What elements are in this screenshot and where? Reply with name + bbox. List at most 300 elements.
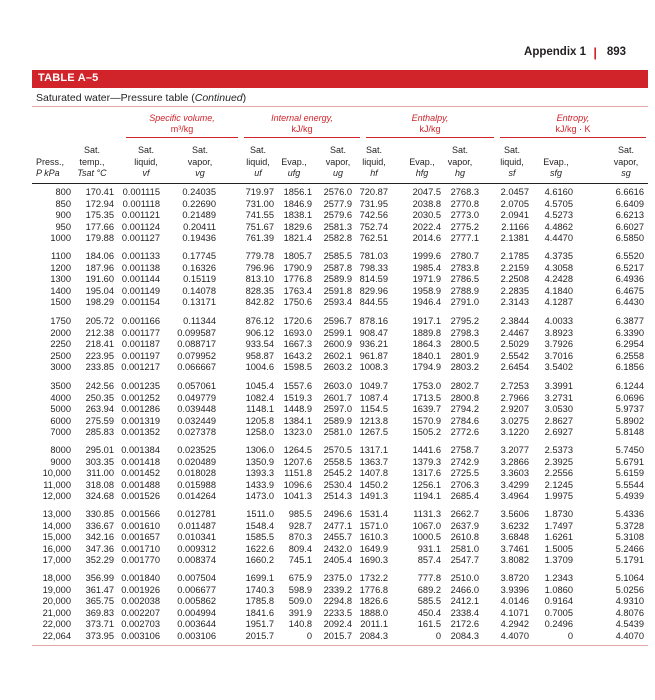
table-cell: 6000: [50, 415, 71, 426]
table-cell: 161.5: [417, 619, 441, 629]
table-cell: 1151.8: [284, 468, 312, 478]
table-cell: 2.2159: [500, 262, 529, 273]
table-cell: 2496.6: [323, 509, 352, 519]
table-cell: 1639.7: [412, 404, 441, 414]
table-cell: 1.2343: [544, 573, 573, 583]
table-cell: 0.032449: [177, 415, 216, 426]
table-cell: 0.009312: [177, 543, 216, 554]
table-cell: 2599.1: [323, 327, 352, 338]
table-cell: 1491.3: [359, 491, 388, 501]
table-cell: 1258.0: [245, 427, 274, 437]
table-cell: 0.004994: [177, 607, 216, 618]
table-cell: 900: [55, 210, 71, 220]
table-cell: 0.008374: [177, 555, 216, 565]
table-cell: 233.85: [85, 362, 114, 372]
table-cell: 1041.3: [283, 491, 312, 501]
table-cell: 781.03: [359, 251, 388, 261]
table-cell: 1317.6: [412, 468, 441, 478]
table-cell: 1194.1: [413, 491, 441, 501]
table-cell: 2773.0: [450, 210, 479, 220]
table-cell: 6.0696: [615, 392, 644, 403]
table-cell: 2685.4: [450, 491, 479, 501]
table-cell: 2.4467: [500, 327, 529, 338]
table-cell: 2795.2: [450, 316, 479, 326]
row-group: [36, 187, 646, 245]
table-cell: 1008.3: [359, 362, 388, 372]
table-cell: 1999.6: [412, 251, 441, 261]
table-cell: 2.7253: [500, 381, 529, 391]
table-cell: 170.41: [85, 187, 114, 197]
row-group: [36, 509, 646, 567]
table-cell: 2603.2: [323, 362, 352, 372]
table-cell: 0.001840: [121, 573, 160, 583]
table-cell: 184.06: [85, 251, 114, 261]
table-cell: 0.11344: [183, 316, 216, 326]
table-cell: 0.21489: [182, 210, 216, 220]
table-cell: 1200: [50, 262, 71, 273]
table-cell: 3.2866: [500, 456, 529, 467]
table-cell: 2.1245: [544, 479, 573, 490]
table-cell: 2788.9: [450, 285, 479, 296]
table-cell: 2.6454: [500, 362, 529, 372]
table-cell: 2.0705: [500, 198, 529, 209]
table-row: [36, 608, 646, 620]
table-cell: 6.6409: [615, 198, 644, 209]
table-cell: 0.001566: [121, 509, 160, 519]
table-cell: 4.4862: [544, 221, 573, 232]
table-cell: 2405.4: [323, 555, 352, 565]
table-subtitle: [36, 92, 246, 104]
table-cell: 731.95: [359, 198, 388, 209]
table-cell: 0.001177: [121, 327, 160, 338]
table-cell: 0: [435, 630, 441, 641]
group-enthalpy-unit: kJ/kg: [419, 124, 441, 134]
table-cell: 1.9975: [544, 491, 573, 501]
table-row: [36, 521, 646, 533]
table-cell: 5.8902: [615, 415, 644, 426]
table-row: [36, 297, 646, 309]
table-cell: 8000: [50, 445, 71, 455]
col-hf-head: Sat. liquid, hf: [362, 145, 386, 178]
table-cell: 2.5373: [544, 445, 573, 455]
table-cell: 1699.1: [245, 573, 274, 583]
table-cell: 1384.1: [283, 415, 312, 426]
group-enthalpy-label: Enthalpy,: [411, 113, 449, 123]
table-cell: 0.015988: [177, 479, 216, 490]
table-cell: 1100: [51, 251, 71, 261]
table-cell: 0.19436: [182, 233, 216, 243]
table-cell: 4.3735: [544, 251, 573, 261]
table-cell: 0.023525: [177, 445, 216, 455]
table-cell: 814.59: [359, 274, 388, 284]
table-cell: 0.010341: [177, 532, 216, 542]
table-cell: 1958.9: [412, 285, 441, 296]
table-cell: 5.3108: [615, 532, 644, 542]
table-cell: 2798.3: [450, 327, 479, 338]
table-cell: 0.099587: [177, 327, 216, 338]
table-cell: 2589.9: [323, 274, 352, 284]
table-cell: 0.13171: [182, 297, 216, 307]
table-cell: 0.14078: [182, 285, 216, 296]
table-cell: 870.3: [288, 532, 312, 542]
table-cell: 311.00: [86, 468, 114, 478]
table-cell: 2.6927: [544, 427, 573, 437]
table-cell: 0.049779: [177, 392, 216, 403]
table-cell: 2022.4: [412, 221, 441, 232]
table-cell: 6.1856: [615, 362, 644, 372]
table-cell: 1317.1: [359, 445, 388, 455]
table-cell: 187.96: [85, 262, 114, 273]
table-cell: 2.9207: [500, 404, 529, 414]
table-cell: 2602.1: [323, 350, 352, 361]
table-cell: 2772.6: [450, 427, 479, 437]
table-row: [36, 631, 646, 643]
table-cell: 5000: [50, 404, 71, 414]
group-internal-energy-unit: kJ/kg: [291, 124, 313, 134]
table-cell: 3.5402: [544, 362, 573, 372]
group-specific-volume-label: Specific volume,: [149, 113, 215, 123]
table-cell: 745.1: [288, 555, 312, 565]
table-cell: 0.001197: [121, 350, 160, 361]
table-cell: 0.001526: [121, 491, 160, 501]
table-row: [36, 509, 646, 521]
table-row: [36, 404, 646, 416]
table-cell: 813.10: [245, 274, 274, 284]
table-cell: 1585.5: [245, 532, 274, 542]
table-row: [36, 619, 646, 631]
table-cell: 336.67: [85, 520, 114, 531]
table-cell: 5.9737: [615, 404, 644, 414]
table-cell: 5.5544: [615, 479, 644, 490]
table-cell: 0.003106: [177, 630, 216, 641]
table-cell: 1045.4: [245, 381, 274, 391]
table-cell: 2455.7: [323, 532, 352, 542]
col-vf-head: Sat. liquid, vf: [134, 145, 158, 178]
table-cell: 3.6232: [500, 520, 529, 531]
table-cell: 751.67: [245, 221, 274, 232]
table-cell: 5.8148: [615, 427, 644, 437]
table-cell: 2582.8: [323, 233, 352, 243]
table-cell: 1753.0: [412, 381, 441, 391]
table-cell: 324.68: [85, 491, 114, 501]
table-cell: 6.5217: [615, 262, 644, 273]
table-row: [36, 199, 646, 211]
table-cell: 0.001770: [121, 555, 160, 565]
table-cell: 6.5850: [615, 233, 644, 243]
table-cell: 0.088717: [177, 339, 216, 349]
table-cell: 1473.0: [245, 491, 274, 501]
table-cell: 2432.0: [323, 543, 352, 554]
group-line-internal-energy: [244, 137, 360, 138]
table-cell: 1.6261: [544, 532, 573, 542]
table-cell: 2545.2: [323, 468, 352, 478]
table-cell: 4.1071: [500, 607, 529, 618]
table-cell: 2.7966: [500, 392, 529, 403]
table-cell: 2172.6: [450, 619, 479, 629]
table-cell: 1732.2: [359, 573, 388, 583]
table-cell: 2637.9: [450, 520, 479, 531]
page-number: 893: [606, 46, 626, 58]
table-cell: 1519.3: [283, 392, 312, 403]
table-cell: 2.3925: [544, 456, 573, 467]
table-cell: 1256.1: [412, 479, 441, 490]
table-cell: 318.08: [85, 479, 114, 490]
table-cell: 18,000: [42, 573, 71, 583]
table-cell: 0.020489: [177, 456, 216, 467]
table-cell: 4.9310: [615, 596, 644, 606]
table-cell: 4.2942: [500, 619, 529, 629]
col-uf-head: Sat. liquid, uf: [246, 145, 270, 178]
table-cell: 177.66: [85, 221, 114, 232]
table-cell: 250.35: [85, 392, 114, 403]
table-row: [36, 381, 646, 393]
table-cell: 1393.3: [245, 468, 274, 478]
table-cell: 4.1287: [544, 297, 573, 307]
table-cell: 950: [55, 221, 71, 232]
table-cell: 2581.0: [450, 543, 479, 554]
table-cell: 22,000: [42, 619, 71, 629]
table-cell: 1570.9: [412, 415, 441, 426]
table-cell: 342.16: [85, 532, 114, 542]
table-row: [36, 573, 646, 585]
table-cell: 1213.8: [359, 415, 388, 426]
table-cell: 4.5439: [615, 619, 644, 629]
table-cell: 12,000: [42, 491, 71, 501]
table-cell: 908.47: [359, 327, 388, 338]
table-cell: 2038.8: [412, 198, 441, 209]
table-row: [36, 468, 646, 480]
table-cell: 2803.2: [450, 362, 479, 372]
table-cell: 4.0033: [544, 316, 573, 326]
group-specific-volume: [126, 113, 238, 135]
table-cell: 585.5: [417, 596, 441, 606]
table-cell: 6.4675: [615, 285, 644, 296]
table-cell: 1511.0: [246, 509, 274, 519]
table-cell: 0.001144: [121, 274, 160, 284]
table-row: [36, 457, 646, 469]
table-cell: 1720.6: [283, 316, 312, 326]
col-vg-head: Sat. vapor, vg: [187, 145, 213, 178]
table-cell: 761.39: [245, 233, 274, 243]
table-cell: 356.99: [85, 573, 114, 583]
subtitle-continued: Continued: [194, 92, 243, 104]
table-cell: 2530.4: [323, 479, 352, 490]
bottom-rule: [32, 645, 648, 646]
group-internal-energy: [244, 113, 360, 135]
table-cell: 4.0146: [500, 596, 529, 606]
table-cell: 0.001610: [121, 520, 160, 531]
table-cell: 1690.3: [359, 555, 388, 565]
table-cell: 212.38: [85, 327, 114, 338]
table-cell: 1350.9: [245, 456, 274, 467]
table-cell: 1205.8: [245, 415, 274, 426]
table-cell: 0.005862: [177, 596, 216, 606]
table-cell: 2585.5: [323, 251, 352, 261]
table-cell: 2558.5: [323, 456, 352, 467]
row-group: [36, 573, 646, 642]
table-cell: 1829.6: [283, 221, 312, 232]
table-cell: 720.87: [359, 187, 388, 197]
table-cell: 373.95: [85, 630, 114, 641]
table-cell: 1713.5: [412, 392, 441, 403]
table-cell: 2.1166: [501, 221, 529, 232]
table-cell: 2030.5: [412, 210, 441, 220]
table-cell: 2800.8: [450, 392, 479, 403]
table-row: [36, 427, 646, 439]
table-cell: 295.01: [85, 445, 114, 455]
table-cell: 0.001488: [121, 479, 160, 490]
table-cell: 2786.5: [450, 274, 479, 284]
table-row: [36, 480, 646, 492]
table-cell: 1571.0: [359, 520, 388, 531]
table-cell: 0.007504: [177, 573, 216, 583]
table-cell: 798.33: [359, 262, 388, 273]
table-row: [36, 445, 646, 457]
table-cell: 1500: [50, 297, 71, 307]
table-cell: 2758.7: [450, 445, 479, 455]
table-cell: 1888.0: [359, 607, 388, 618]
table-cell: 2601.7: [323, 392, 352, 403]
table-cell: 0.001926: [121, 584, 160, 595]
table-cell: 2084.3: [359, 630, 388, 641]
table-cell: 2.3143: [500, 297, 529, 307]
table-cell: 1856.1: [283, 187, 312, 197]
table-cell: 179.88: [85, 233, 114, 243]
table-cell: 2662.7: [450, 509, 479, 519]
running-header: [0, 46, 628, 64]
subtitle-divider: [32, 106, 648, 107]
table-cell: 5.6159: [615, 468, 644, 478]
table-cell: 369.83: [85, 607, 114, 618]
group-enthalpy: [366, 113, 494, 135]
table-cell: 1300: [50, 274, 71, 284]
table-cell: 17,000: [42, 555, 71, 565]
table-cell: 1750.6: [283, 297, 312, 307]
table-cell: 1.8730: [544, 509, 573, 519]
table-cell: 2784.6: [450, 415, 479, 426]
table-cell: 0.003644: [177, 619, 216, 629]
table-cell: 16,000: [42, 543, 71, 554]
table-cell: 5.4939: [615, 491, 644, 501]
table-cell: 0.014264: [177, 491, 216, 501]
col-temp-head: Sat. temp., Tsat °C: [77, 145, 107, 178]
table-cell: 0.001121: [121, 210, 160, 220]
table-cell: 6.6616: [615, 187, 644, 197]
table-cell: 719.97: [245, 187, 274, 197]
table-cell: 0.001657: [121, 532, 160, 542]
table-cell: 2084.3: [450, 630, 479, 641]
table-cell: 4.4470: [544, 233, 573, 243]
table-cell: 330.85: [85, 509, 114, 519]
table-cell: 140.8: [288, 619, 312, 629]
table-cell: 1148.1: [246, 404, 274, 414]
table-cell: 2770.8: [450, 198, 479, 209]
table-row: [36, 351, 646, 363]
table-cell: 2014.6: [412, 233, 441, 243]
table-cell: 742.56: [359, 210, 388, 220]
table-cell: 1971.9: [412, 274, 441, 284]
row-group: [36, 251, 646, 309]
table-cell: 1889.8: [412, 327, 441, 338]
table-cell: 361.47: [85, 584, 114, 595]
table-cell: 0.001286: [121, 404, 160, 414]
table-cell: 4.1840: [544, 285, 573, 296]
table-cell: 2.3844: [500, 316, 529, 326]
table-cell: 2794.2: [450, 404, 479, 414]
table-cell: 1821.4: [283, 233, 312, 243]
table-cell: 2777.1: [450, 233, 479, 243]
table-row: [36, 286, 646, 298]
table-cell: 1622.6: [245, 543, 274, 554]
table-row: [36, 210, 646, 222]
table-row: [36, 362, 646, 374]
table-cell: 1946.4: [412, 297, 441, 307]
table-cell: 0.057061: [177, 381, 216, 391]
table-cell: 0.001118: [122, 198, 160, 209]
table-cell: 205.72: [85, 316, 114, 326]
row-group: [36, 381, 646, 439]
group-entropy-label: Entropy,: [556, 113, 590, 123]
table-cell: 3.3603: [500, 468, 529, 478]
table-cell: 958.87: [245, 350, 274, 361]
table-cell: 2576.0: [323, 187, 352, 197]
table-cell: 1379.3: [412, 456, 441, 467]
table-cell: 21,000: [42, 607, 71, 618]
table-cell: 1557.6: [283, 381, 312, 391]
table-row: [36, 555, 646, 567]
table-cell: 2597.0: [323, 404, 352, 414]
table-cell: 878.16: [359, 316, 388, 326]
table-cell: 0: [567, 630, 573, 641]
table-cell: 0.001452: [121, 468, 160, 478]
table-cell: 6.6213: [615, 210, 644, 220]
table-cell: 1096.6: [283, 479, 312, 490]
table-cell: 1087.4: [359, 392, 388, 403]
table-cell: 1.3709: [544, 555, 573, 565]
table-cell: 0.018028: [177, 468, 216, 478]
table-cell: 352.29: [85, 555, 114, 565]
table-cell: 2015.7: [245, 630, 274, 641]
col-ufg-head: Evap., ufg: [281, 156, 307, 178]
group-entropy: [500, 113, 646, 135]
table-cell: 0.012781: [177, 509, 216, 519]
table-cell: 5.6791: [615, 456, 644, 467]
table-cell: 2780.7: [450, 251, 479, 261]
table-cell: 3.3991: [544, 381, 573, 391]
table-cell: 762.51: [359, 233, 388, 243]
table-cell: 2500: [50, 350, 71, 361]
table-cell: 731.00: [245, 198, 274, 209]
table-cell: 1846.9: [283, 198, 312, 209]
table-cell: 1790.9: [283, 262, 312, 273]
table-cell: 809.4: [288, 543, 312, 554]
table-cell: 5.1064: [615, 573, 644, 583]
table-cell: 2466.0: [450, 584, 479, 595]
table-cell: 0.22690: [182, 198, 216, 209]
table-cell: 2375.0: [323, 573, 352, 583]
table-cell: 2092.4: [323, 619, 352, 629]
table-cell: 1131.3: [413, 509, 441, 519]
table-cell: 3.4964: [500, 491, 529, 501]
table-cell: 2.1785: [500, 251, 529, 261]
table-cell: 2.8627: [544, 415, 573, 426]
table-cell: 0.001352: [121, 427, 160, 437]
table-cell: 0.011487: [177, 520, 216, 531]
table-cell: 2.2508: [500, 274, 529, 284]
table-cell: 1407.8: [359, 468, 388, 478]
table-cell: 6.4936: [615, 274, 644, 284]
table-cell: 0.7005: [544, 607, 573, 618]
